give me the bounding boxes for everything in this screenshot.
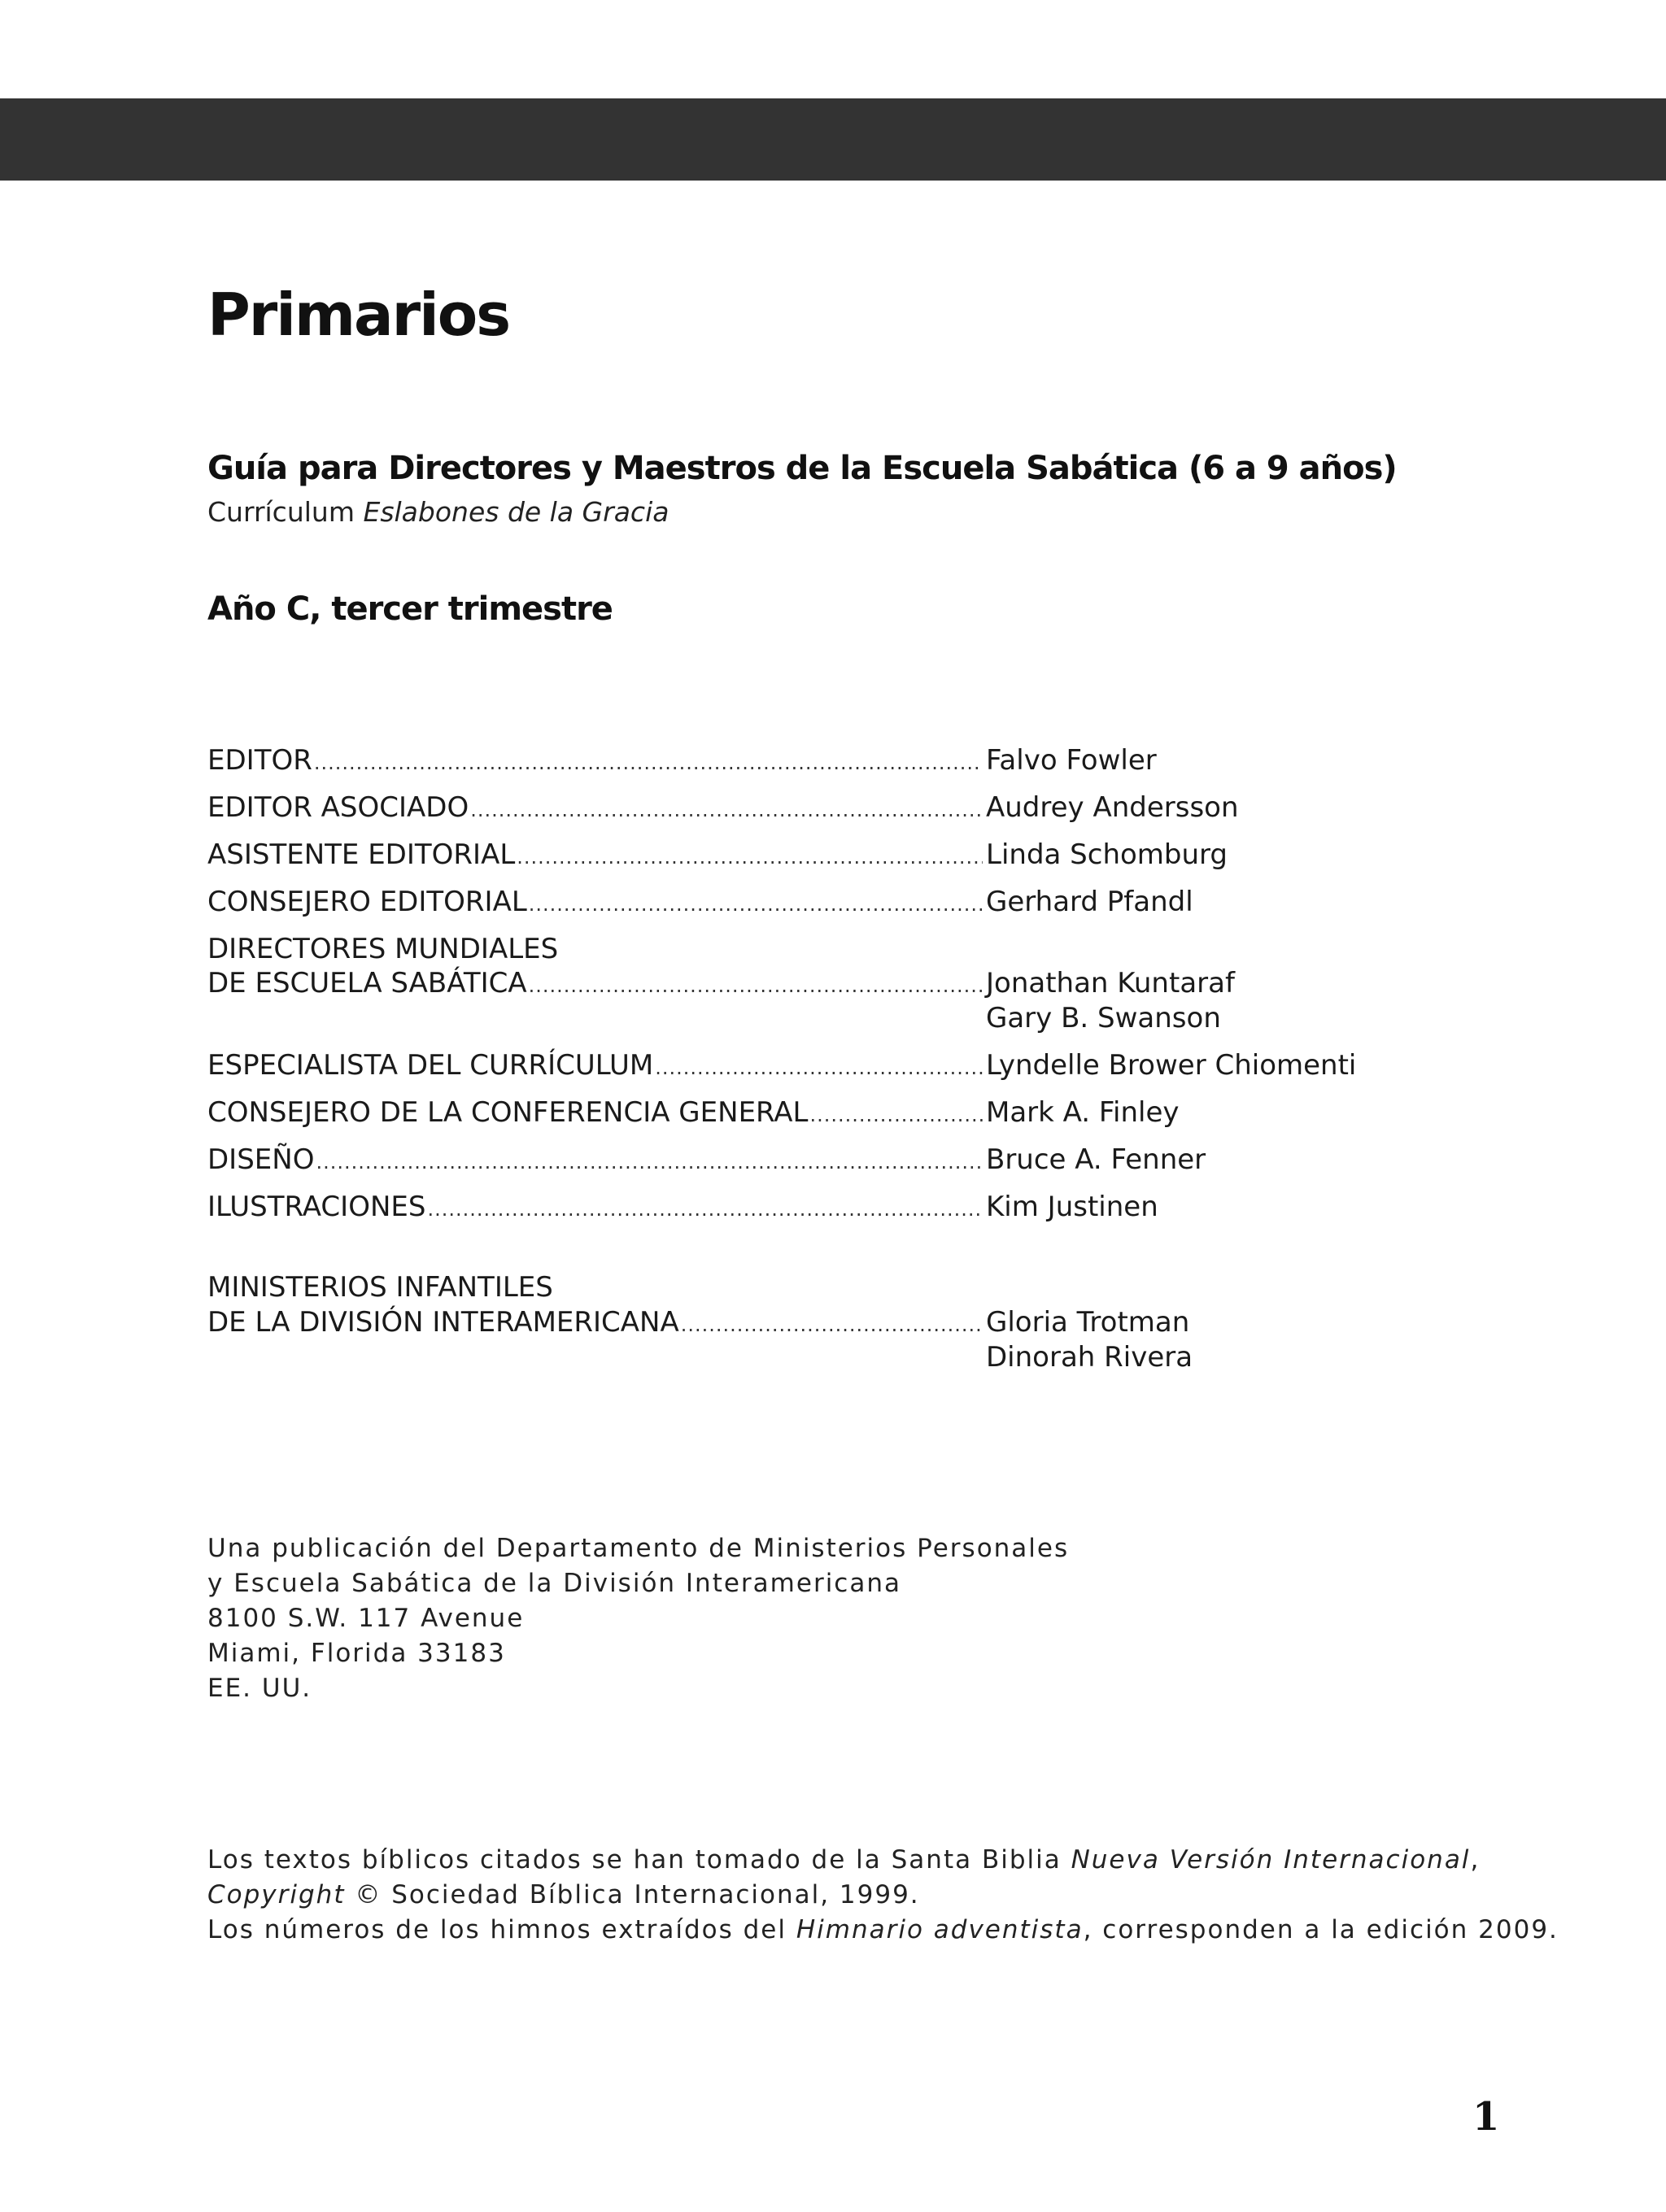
- credit-role-line1: MINISTERIOS INFANTILES: [207, 1271, 553, 1304]
- note-line: [207, 1913, 1559, 1948]
- page-number: 1: [1472, 2094, 1500, 2140]
- address-line: y Escuela Sabática de la División Interamericana: [207, 1569, 901, 1598]
- dot-leader: [427, 1191, 983, 1227]
- credit-role: DISEÑO: [207, 1143, 315, 1176]
- credit-name: Linda Schomburg: [986, 838, 1228, 871]
- credit-role: ILUSTRACIONES: [207, 1191, 426, 1223]
- credit-name: Bruce A. Fenner: [986, 1143, 1206, 1176]
- credit-name: Gerhard Pfandl: [986, 886, 1193, 918]
- curriculum-line: [207, 496, 669, 528]
- note-text: , corresponden a la edición 2009.: [1083, 1915, 1559, 1944]
- publisher-address: [207, 1531, 1069, 1706]
- credit-role: CONSEJERO DE LA CONFERENCIA GENERAL: [207, 1096, 809, 1129]
- credit-name: Lyndelle Brower Chiomenti: [986, 1049, 1357, 1082]
- guide-subtitle: Guía para Directores y Maestros de la Escuela Sabática (6 a 9 años): [207, 450, 1397, 487]
- credit-name: Kim Justinen: [986, 1191, 1158, 1223]
- dot-leader: [316, 1144, 983, 1180]
- credit-role: ESPECIALISTA DEL CURRÍCULUM: [207, 1049, 654, 1082]
- note-text: Los textos bíblicos citados se han tomado de la Santa Biblia: [207, 1845, 1062, 1875]
- credit-name: Gloria Trotman: [986, 1306, 1190, 1339]
- address-line: Una publicación del Departamento de Ministerios Personales: [207, 1534, 1070, 1563]
- credit-name-secondary: Gary B. Swanson: [986, 1002, 1221, 1034]
- credit-row: [207, 1189, 984, 1225]
- address-line: 8100 S.W. 117 Avenue: [207, 1604, 525, 1633]
- quarter-heading: Año C, tercer trimestre: [207, 590, 613, 628]
- credit-role-line1: DIRECTORES MUNDIALES: [207, 933, 559, 965]
- credit-row: [207, 790, 984, 825]
- note-line: [207, 1843, 1559, 1878]
- dot-leader: [655, 1050, 983, 1086]
- credit-row: [207, 965, 984, 1001]
- header-band: [0, 98, 1666, 181]
- credit-role: EDITOR: [207, 744, 312, 777]
- dot-leader: [529, 886, 983, 922]
- dot-leader: [470, 792, 983, 828]
- credit-row: [207, 1047, 984, 1083]
- note-italic: Copyright: [207, 1880, 346, 1909]
- address-line: EE. UU.: [207, 1674, 312, 1703]
- dot-leader: [681, 1307, 983, 1343]
- copyright-notes: [207, 1843, 1559, 1948]
- note-italic: Himnario adventista: [796, 1915, 1084, 1944]
- dot-leader: [314, 745, 983, 781]
- note-text: Los números de los himnos extraídos del: [207, 1915, 787, 1944]
- credit-name-secondary: Dinorah Rivera: [986, 1341, 1193, 1374]
- note-text: ,: [1470, 1845, 1481, 1875]
- credit-row: [207, 742, 984, 778]
- credit-role: CONSEJERO EDITORIAL: [207, 886, 527, 918]
- credit-name: Falvo Fowler: [986, 744, 1157, 777]
- credit-role: ASISTENTE EDITORIAL: [207, 838, 516, 871]
- credit-row: [207, 837, 984, 873]
- address-line: Miami, Florida 33183: [207, 1639, 506, 1668]
- dot-leader: [810, 1097, 983, 1133]
- note-italic: Nueva Versión Internacional: [1071, 1845, 1471, 1875]
- credit-role: EDITOR ASOCIADO: [207, 791, 469, 824]
- credit-row: [207, 884, 984, 920]
- dot-leader: [517, 839, 983, 875]
- credit-row: [207, 1095, 984, 1130]
- dot-leader: [529, 968, 983, 1004]
- curriculum-name: Eslabones de la Gracia: [363, 496, 669, 528]
- note-text: © Sociedad Bíblica Internacional, 1999.: [355, 1880, 920, 1909]
- credit-row: [207, 1142, 984, 1178]
- note-line: [207, 1878, 1559, 1913]
- credit-name: Audrey Andersson: [986, 791, 1239, 824]
- credit-role: DE ESCUELA SABÁTICA: [207, 967, 527, 999]
- credit-role: DE LA DIVISIÓN INTERAMERICANA: [207, 1306, 679, 1339]
- page-title: Primarios: [207, 281, 510, 349]
- credit-name: Mark A. Finley: [986, 1096, 1180, 1129]
- credit-name: Jonathan Kuntaraf: [986, 967, 1235, 999]
- curriculum-prefix: Currículum: [207, 496, 355, 528]
- credit-row: [207, 1304, 984, 1340]
